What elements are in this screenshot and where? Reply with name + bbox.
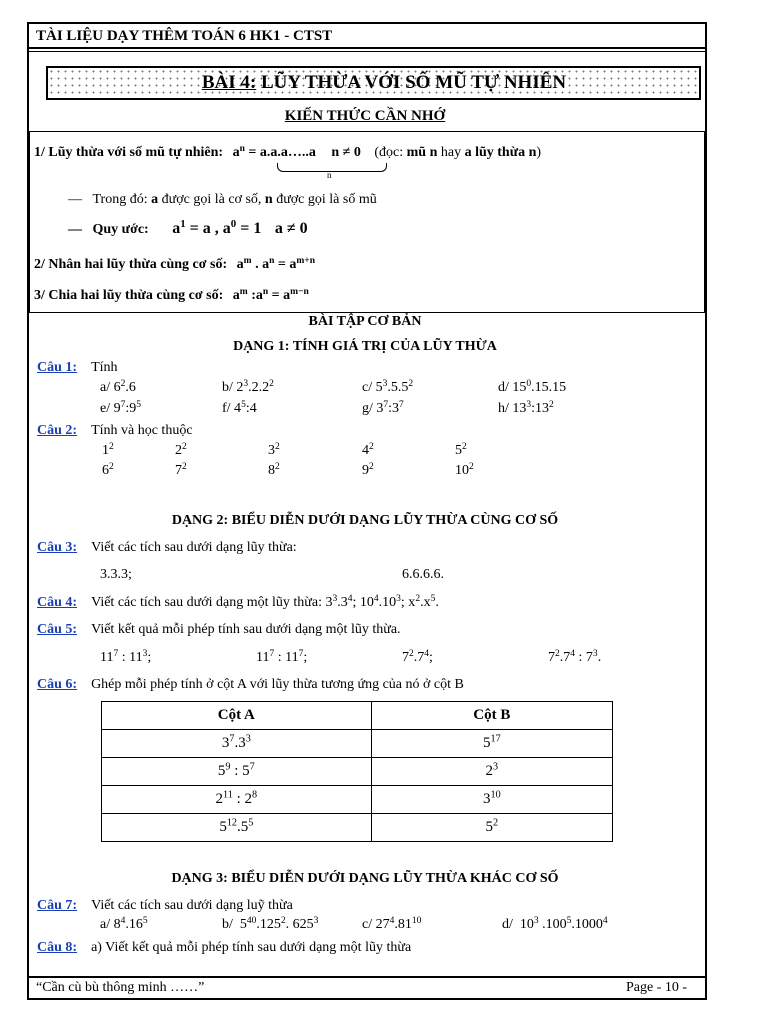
header-title: TÀI LIỆU DẠY THÊM TOÁN 6 HK1 - CTST	[36, 28, 333, 44]
q7-b: b/ $5^{40}.125^2$. $625^3$	[222, 915, 319, 932]
table-row: $5^{12}.5^5$ $5^2$	[102, 814, 613, 842]
q1-d: d/ $15^0.15.15$	[498, 378, 567, 395]
k-quyuoc: — Quy ước: $a^1 = a$ , $a^0 = 1$ a ≠ 0	[68, 218, 308, 237]
pow-8: $8^2$	[268, 461, 280, 478]
section-basic: BÀI TẬP CƠ BẢN	[308, 314, 422, 329]
underbrace	[277, 163, 387, 172]
q3-b: 6.6.6.6.	[402, 567, 444, 582]
k3-line: 3/ Chia hai lũy thừa cùng cơ số: $a^m$ $:a^n = a^{m-n}$	[34, 286, 309, 303]
q5-b: $11^7$ : $11^7$;	[256, 648, 308, 665]
q5-c: $7^2.7^4$;	[402, 648, 433, 665]
q1-b: b/ $2^3.2.2^2$	[222, 378, 274, 395]
header-rule-thin	[27, 51, 707, 52]
q1-g: g/ $3^7:3^7$	[362, 399, 404, 416]
q7-c: c/ $27^4.81^{10}$	[362, 915, 422, 932]
underbrace-label: n	[327, 170, 332, 180]
q3-a: 3.3.3;	[100, 567, 132, 582]
table-row: $3^7.3^3$ $5^{17}$	[102, 730, 613, 758]
table-row: $5^9$ : $5^7$ $2^3$	[102, 758, 613, 786]
pow-2: $2^2$	[175, 441, 187, 458]
q1-e: e/ $9^7:9^5$	[100, 399, 142, 416]
match-table	[101, 701, 613, 842]
lesson-title: BÀI 4: LŨY THỪA VỚI SỐ MŨ TỰ NHIÊN	[201, 72, 567, 93]
col-a-header: Cột A	[102, 702, 372, 730]
q1-f: f/ $4^5:4$	[222, 399, 257, 416]
pow-1: $1^2$	[102, 441, 114, 458]
pow-3: $3^2$	[268, 441, 280, 458]
pow-7: $7^2$	[175, 461, 187, 478]
pow-10: $10^2$	[455, 461, 474, 478]
q5-d: $7^2.7^4$ : $7^3$.	[548, 648, 602, 665]
k1-line: 1/ Lũy thừa với số mũ tự nhiên: $a^n$ = a.a.a…..a n ≠ 0 (đọc: mũ n hay a lũy thừa n)	[34, 143, 542, 160]
q1: Câu 1: Tính	[37, 360, 118, 375]
footer-rule	[27, 976, 707, 978]
q7: Câu 7: Viết các tích sau dưới dạng luỹ thừa	[37, 898, 293, 913]
pow-4: $4^2$	[362, 441, 374, 458]
dang3-heading: DẠNG 3: BIỂU DIỄN DƯỚI DẠNG LŨY THỪA KHÁC CƠ SỐ	[171, 871, 559, 886]
q5: Câu 5: Viết kết quả mỗi phép tính sau dưới dạng một lũy thừa.	[37, 622, 401, 637]
knowledge-heading: KIẾN THỨC CẦN NHỚ	[284, 108, 446, 124]
pow-6: $6^2$	[102, 461, 114, 478]
q7-d: d/ $10^3$ .100$^5$.1000$^4$	[502, 915, 608, 932]
k-trongdo: — Trong đó: a được gọi là cơ số, n được gọi là số mũ	[68, 192, 377, 207]
q7-a: a/ $8^4.16^5$	[100, 915, 148, 932]
footer-quote: “Cần cù bù thông minh ……”	[36, 980, 205, 995]
q1-a: a/ $6^2.6$	[100, 378, 136, 395]
q5-a: $11^7$ : $11^3$;	[100, 648, 152, 665]
pow-5: $5^2$	[455, 441, 467, 458]
q2: Câu 2: Tính và học thuộc	[37, 423, 193, 438]
table-row: $2^{11}$ : $2^8$ $3^{10}$	[102, 786, 613, 814]
q8: Câu 8: a) Viết kết quả mỗi phép tính sau dưới dạng một lũy thừa	[37, 940, 412, 955]
pow-9: $9^2$	[362, 461, 374, 478]
dang2-heading: DẠNG 2: BIỂU DIỄN DƯỚI DẠNG LŨY THỪA CÙNG CƠ SỐ	[171, 513, 559, 528]
header-rule	[27, 47, 707, 49]
col-b-header: Cột B	[371, 702, 612, 730]
page-number: Page - 10 -	[626, 980, 688, 995]
q6: Câu 6: Ghép mỗi phép tính ở cột A với lũy thừa tương ứng của nó ở cột B	[37, 677, 464, 692]
q3: Câu 3: Viết các tích sau dưới dạng lũy thừa:	[37, 540, 297, 555]
k2-line: 2/ Nhân hai lũy thừa cùng cơ số: $a^m$ . $a^n = a^{m+n}$	[34, 255, 316, 272]
q1-h: h/ $13^3:13^2$	[498, 399, 554, 416]
q1-c: c/ $5^3.5.5^2$	[362, 378, 414, 395]
dang1-heading: DẠNG 1: TÍNH GIÁ TRỊ CỦA LŨY THỪA	[233, 339, 497, 354]
q4: Câu 4: Viết các tích sau dưới dạng một lũy thừa: $3^3.3^4$; $10^4.10^3$; $x^2.x^5$.	[37, 593, 439, 610]
